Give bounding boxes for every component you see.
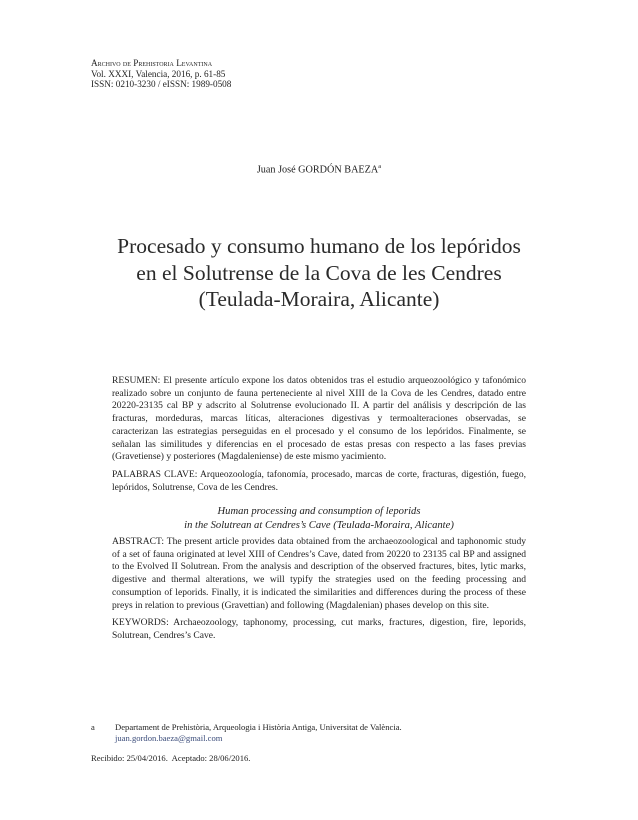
footnote-mark: a	[91, 722, 95, 732]
journal-issn: ISSN: 0210-3230 / eISSN: 1989-0508	[91, 79, 232, 90]
footnote-affiliation: Departament de Prehistòria, Arqueologia i Història Antiga, Universitat de València.	[115, 722, 402, 732]
resumen-section	[112, 375, 526, 494]
footnote	[91, 722, 402, 744]
received-accepted-dates: Recibido: 25/04/2016. Aceptado: 28/06/2016.	[91, 753, 251, 763]
author	[0, 163, 638, 175]
abstract: ABSTRACT: The present article provides data obtained from the archaeozoological and taphonomic study of a set of fauna originated at level XIII of Cendres’s Cave, dated from 20220 to 23135 cal BP and assigned to the Evolved II Solutrean. From the analysis and description of the observed fractures, bites, lytic marks, digestive and thermal alterations, we will typify the strategies used on the feeding processing and consumption of leporids. Finally, it is indicated the similarities and differences during the process of these preys in relation to previous (Gravettian) and following (Magdalenian) phases develop on this site.	[112, 536, 526, 611]
author-name: Juan José GORDÓN BAEZA	[256, 164, 379, 176]
title-line: en el Solutrense de la Cova de les Cendres	[136, 260, 502, 285]
journal-name: Archivo de Prehistoria Levantina	[91, 58, 213, 68]
keywords: KEYWORDS: Archaeozoology, taphonomy, processing, cut marks, fractures, digestion, fire, leporids, Solutrean, Cendres’s Cave.	[112, 617, 526, 641]
title-line: Procesado y consumo humano de los lepóridos	[117, 234, 521, 258]
title-line: (Teulada-Moraira, Alicante)	[198, 287, 440, 311]
english-title-line: Human processing and consumption of leporids	[217, 506, 421, 517]
palabras-clave: PALABRAS CLAVE: Arqueozoología, tafonomía, procesado, marcas de corte, fracturas, digestión, fuego, lepóridos, Solutrense, Cova de les Cendres.	[112, 468, 526, 493]
abstract-section	[112, 536, 526, 643]
author-affiliation-mark: a	[378, 163, 382, 170]
page-title	[0, 233, 638, 313]
resumen: RESUMEN: El presente artículo expone los datos obtenidos tras el estudio arqueozoológico y tafonómico realizado sobre un conjunto de fauna perteneciente al nivel XIII de la Cova de les Cendres, datado entre 20220-23135 cal BP y adscrito al Solutrense evolucionado II. A partir del análisis y descripción de las fracturas, mordeduras, marcas líticas, alteraciones digestivas y termoalteraciones observadas, se caracterizan las estrategias perseguidas en el procesado y el consumo de los lepóridos. Finalmente, se señalan las similitudes y diferencias en el procesado de estas presas con respecto a las fases previas (Gravetiense) y posteriores (Magdaleniense) de este mismo yacimiento.	[112, 375, 526, 463]
journal-header	[91, 58, 231, 90]
journal-volume: Vol. XXXI, Valencia, 2016, p. 61-85	[91, 68, 226, 79]
author-email-link[interactable]: juan.gordon.baeza@gmail.com	[115, 733, 223, 743]
english-title-line: in the Solutrean at Cendres’s Cave (Teulada-Moraira, Alicante)	[184, 520, 454, 531]
english-title	[0, 505, 638, 533]
